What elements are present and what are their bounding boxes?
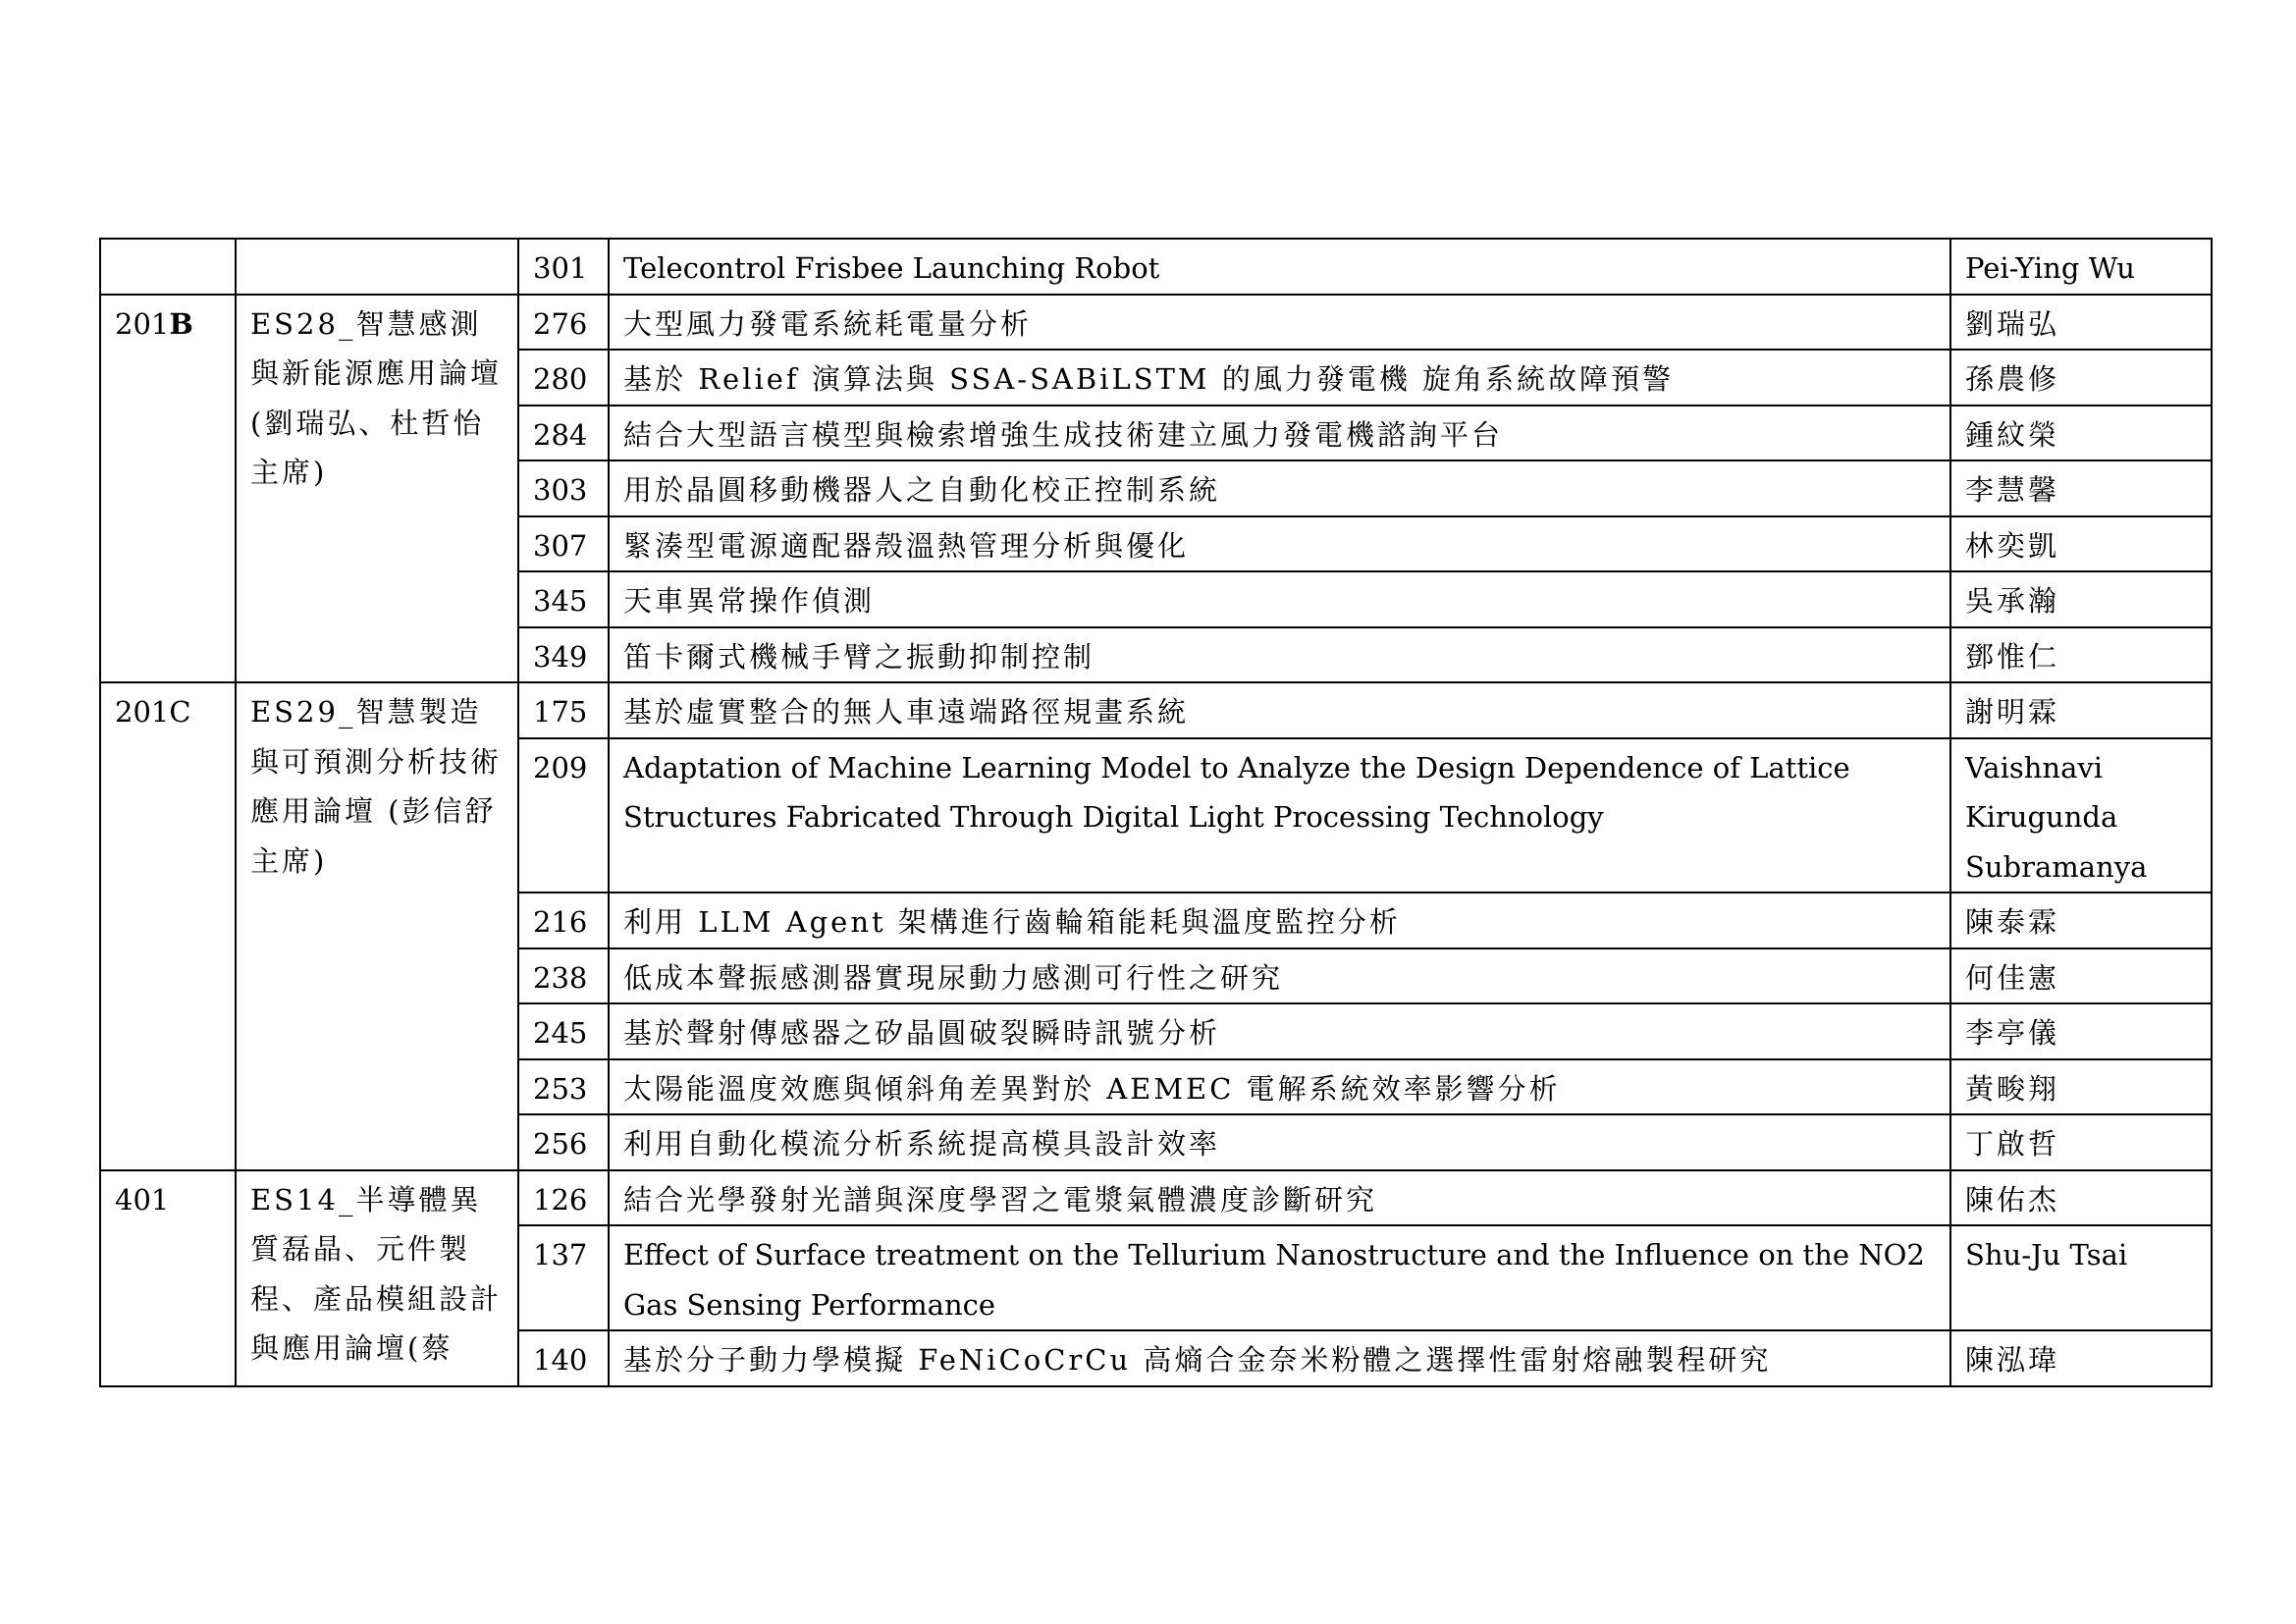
- paper-author: 黃畯翔: [1950, 1059, 2212, 1115]
- forum-cell: ES14_半導體異質磊晶、元件製程、產品模組設計與應用論壇(蔡: [236, 1170, 518, 1386]
- paper-author: 陳泰霖: [1950, 893, 2212, 948]
- paper-title: Effect of Surface treatment on the Tellurium Nanostructure and the Influence on the NO2 Gas Sensing Performance: [609, 1225, 1950, 1330]
- paper-author: 林奕凱: [1950, 516, 2212, 572]
- paper-title: 基於 Relief 演算法與 SSA-SABiLSTM 的風力發電機 旋角系統故障預警: [609, 350, 1950, 406]
- paper-title: 結合大型語言模型與檢索增強生成技術建立風力發電機諮詢平台: [609, 406, 1950, 461]
- room-cell: 201C: [100, 682, 236, 1170]
- paper-title: 基於分子動力學模擬 FeNiCoCrCu 高熵合金奈米粉體之選擇性雷射熔融製程研究: [609, 1330, 1950, 1386]
- table-row: [100, 239, 2212, 295]
- paper-author: 陳泓瑋: [1950, 1330, 2212, 1386]
- paper-title: 大型風力發電系統耗電量分析: [609, 295, 1950, 351]
- paper-number: 238: [518, 948, 609, 1004]
- paper-title: Adaptation of Machine Learning Model to Analyze the Design Dependence of Lattice Structures Fabricated Through Digital Light Processing Technology: [609, 738, 1950, 893]
- paper-number: 349: [518, 627, 609, 683]
- paper-number: 284: [518, 406, 609, 461]
- paper-author: 鄧惟仁: [1950, 627, 2212, 683]
- paper-number: 276: [518, 295, 609, 351]
- room-cell: [100, 239, 236, 295]
- paper-title: 低成本聲振感測器實現尿動力感測可行性之研究: [609, 948, 1950, 1004]
- paper-author: Shu-Ju Tsai: [1950, 1225, 2212, 1330]
- paper-author: 陳佑杰: [1950, 1170, 2212, 1226]
- paper-author: Vaishnavi Kirugunda Subramanya: [1950, 738, 2212, 893]
- paper-number: 137: [518, 1225, 609, 1330]
- table-row: [100, 295, 2212, 351]
- paper-author: 吳承瀚: [1950, 571, 2212, 627]
- paper-title: 利用自動化模流分析系統提高模具設計效率: [609, 1114, 1950, 1170]
- paper-title: 天車異常操作偵測: [609, 571, 1950, 627]
- forum-cell: ES28_智慧感測與新能源應用論壇(劉瑞弘、杜哲怡主席): [236, 295, 518, 683]
- paper-title: Telecontrol Frisbee Launching Robot: [609, 239, 1950, 295]
- paper-author: 鍾紋榮: [1950, 406, 2212, 461]
- paper-number: 307: [518, 516, 609, 572]
- paper-author: 何佳憲: [1950, 948, 2212, 1004]
- paper-number: 216: [518, 893, 609, 948]
- paper-number: 280: [518, 350, 609, 406]
- paper-number: 175: [518, 682, 609, 738]
- room-cell: 401: [100, 1170, 236, 1386]
- paper-number: 301: [518, 239, 609, 295]
- room-suffix: B: [169, 306, 193, 341]
- table-row: [100, 682, 2212, 738]
- paper-title: 太陽能溫度效應與傾斜角差異對於 AEMEC 電解系統效率影響分析: [609, 1059, 1950, 1115]
- paper-title: 利用 LLM Agent 架構進行齒輪箱能耗與溫度監控分析: [609, 893, 1950, 948]
- paper-number: 256: [518, 1114, 609, 1170]
- paper-number: 209: [518, 738, 609, 893]
- paper-author: 李慧馨: [1950, 460, 2212, 516]
- paper-title: 用於晶圓移動機器人之自動化校正控制系統: [609, 460, 1950, 516]
- paper-author: 李亭儀: [1950, 1003, 2212, 1059]
- paper-author: 丁啟哲: [1950, 1114, 2212, 1170]
- table-row: [100, 1170, 2212, 1226]
- paper-title: 結合光學發射光譜與深度學習之電漿氣體濃度診斷研究: [609, 1170, 1950, 1226]
- forum-cell: ES29_智慧製造與可預測分析技術應用論壇 (彭信舒主席): [236, 682, 518, 1170]
- paper-author: 謝明霖: [1950, 682, 2212, 738]
- paper-number: 345: [518, 571, 609, 627]
- room-number: 201: [115, 306, 170, 341]
- paper-author: 劉瑞弘: [1950, 295, 2212, 351]
- paper-title: 笛卡爾式機械手臂之振動抑制控制: [609, 627, 1950, 683]
- paper-number: 303: [518, 460, 609, 516]
- paper-author: Pei-Ying Wu: [1950, 239, 2212, 295]
- paper-author: 孫農修: [1950, 350, 2212, 406]
- paper-number: 126: [518, 1170, 609, 1226]
- paper-number: 245: [518, 1003, 609, 1059]
- paper-title: 基於虛實整合的無人車遠端路徑規畫系統: [609, 682, 1950, 738]
- paper-number: 140: [518, 1330, 609, 1386]
- forum-cell: [236, 239, 518, 295]
- room-cell: [100, 295, 236, 683]
- paper-number: 253: [518, 1059, 609, 1115]
- paper-title: 基於聲射傳感器之矽晶圓破裂瞬時訊號分析: [609, 1003, 1950, 1059]
- paper-title: 緊湊型電源適配器殼溫熱管理分析與優化: [609, 516, 1950, 572]
- session-schedule-table: [99, 238, 2213, 1387]
